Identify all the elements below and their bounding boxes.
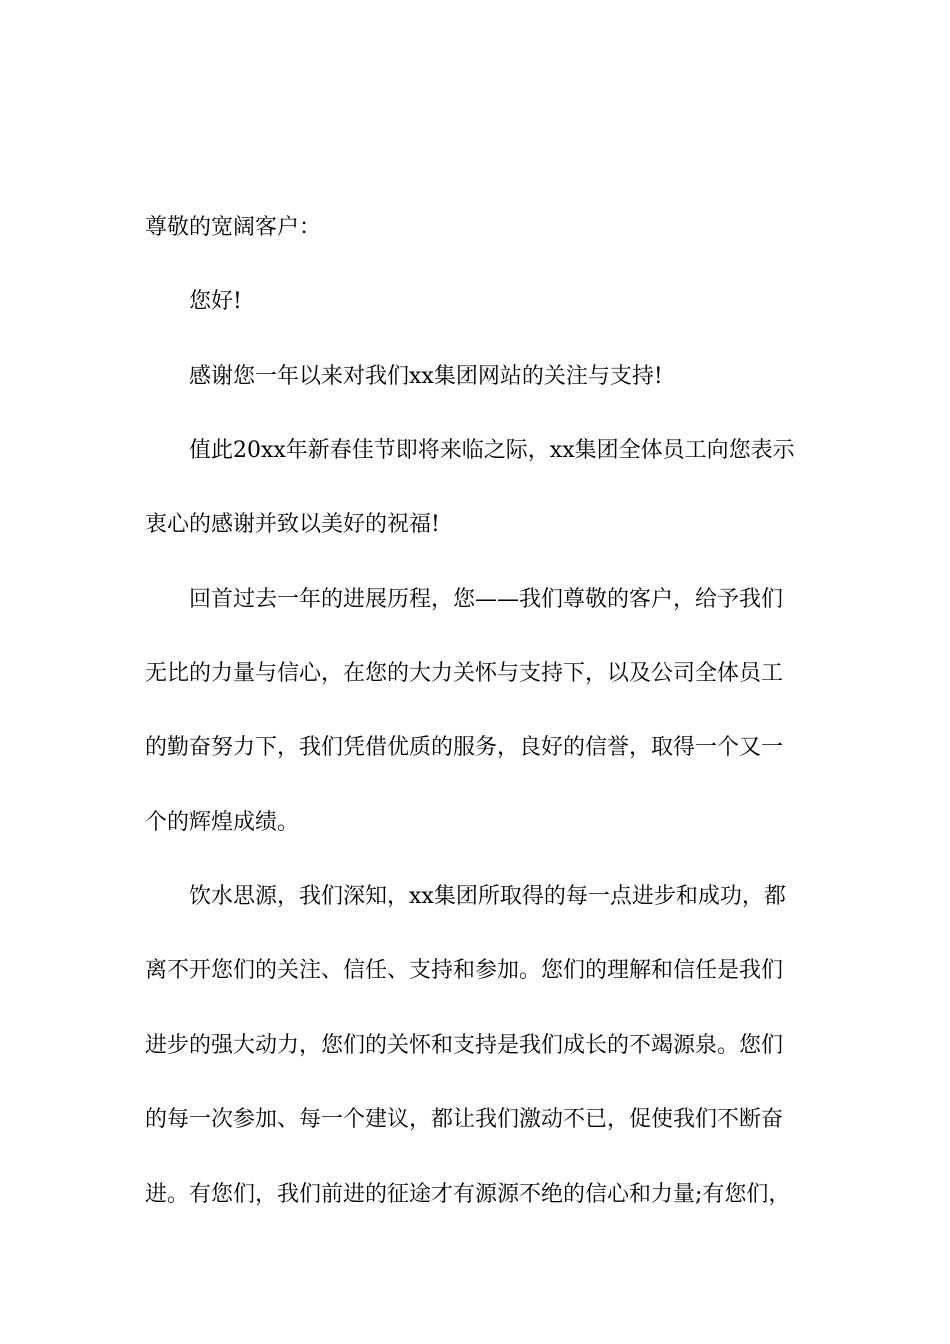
paragraph-line: 进。有您们，我们前进的征途才有源源不绝的信心和力量;有您们， bbox=[145, 1182, 791, 1207]
paragraph-line: 值此20xx年新春佳节即将来临之际，xx集团全体员工向您表示 bbox=[189, 438, 795, 463]
paragraph-line: 进步的强大动力，您们的关怀和支持是我们成长的不竭源泉。您们 bbox=[145, 1033, 784, 1058]
paragraph-line: 饮水思源，我们深知，xx集团所取得的每一点进步和成功，都 bbox=[189, 884, 786, 909]
paragraph-line: 无比的力量与信心，在您的大力关怀与支持下，以及公司全体员工 bbox=[145, 661, 784, 686]
letter-salutation: 尊敬的宽阔客户： bbox=[145, 215, 322, 240]
paragraph-line: 衷心的感谢并致以美好的祝福! bbox=[145, 512, 440, 537]
paragraph-line: 的勤奋努力下，我们凭借优质的服务，良好的信誉，取得一个又一 bbox=[145, 735, 784, 760]
paragraph-line: 回首过去一年的进展历程，您——我们尊敬的客户，给予我们 bbox=[189, 587, 784, 612]
letter-greeting: 您好! bbox=[189, 289, 242, 314]
paragraph-line: 离不开您们的关注、信任、支持和参加。您们的理解和信任是我们 bbox=[145, 958, 784, 983]
paragraph-line: 感谢您一年以来对我们xx集团网站的关注与支持! bbox=[189, 364, 663, 389]
paragraph-line: 个的辉煌成绩。 bbox=[145, 810, 300, 835]
paragraph-line: 的每一次参加、每一个建议，都让我们激动不已，促使我们不断奋 bbox=[145, 1107, 784, 1132]
